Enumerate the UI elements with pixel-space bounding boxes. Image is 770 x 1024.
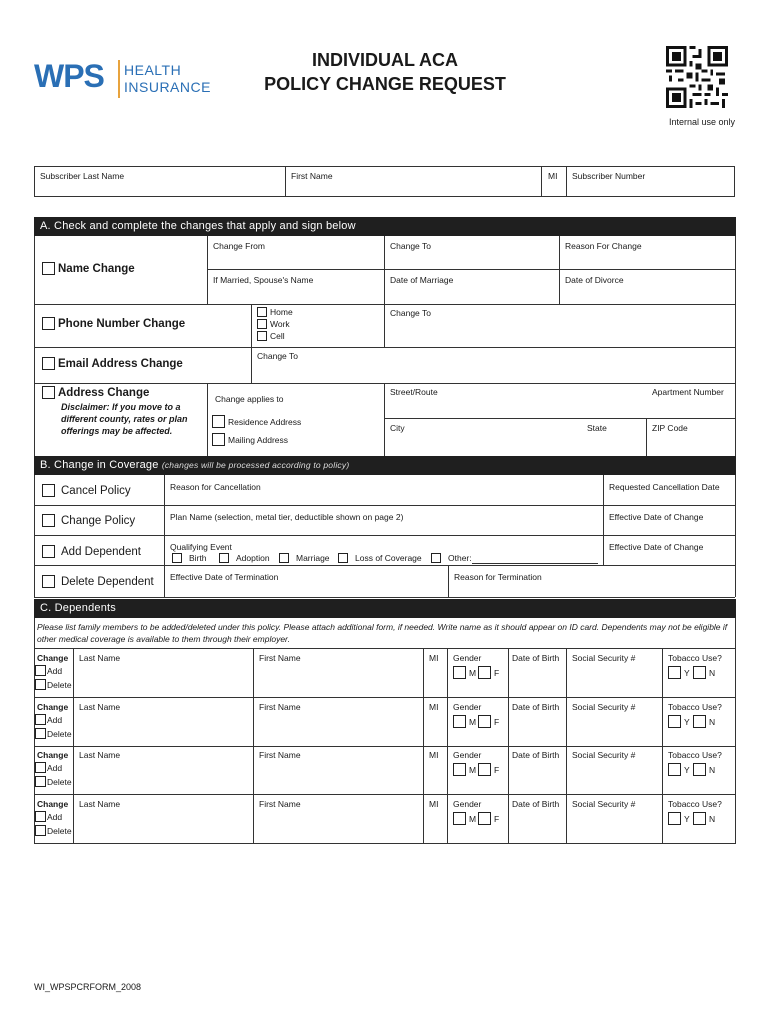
dependent-4-add-label: Add (47, 811, 63, 822)
phone-home-option[interactable] (257, 307, 293, 317)
dependent-3-gender-f-option[interactable] (478, 763, 499, 776)
phone-change-option[interactable] (42, 317, 185, 330)
dependent-3-tobacco-y-label: Y (684, 764, 690, 775)
dependent-3-tobacco-n-checkbox[interactable] (693, 763, 706, 776)
dependent-4-tobacco-n-option[interactable] (693, 812, 715, 825)
dependent-2-gender-m-label: M (469, 716, 477, 727)
dependent-1-tobacco-label: Tobacco Use? (668, 653, 722, 663)
dependent-2-first-name-field[interactable]: First Name (259, 702, 301, 712)
qe-other-option[interactable] (431, 553, 472, 563)
logo-health-text: HEALTH (124, 62, 182, 78)
address-disclaimer: Disclaimer: If you move to a different county, rates or plan offerings may be affected. (61, 402, 188, 436)
title-line-2: POLICY CHANGE REQUEST (264, 74, 506, 94)
dependent-1-mi-field[interactable]: MI (429, 653, 439, 663)
dependent-4-tobacco-label: Tobacco Use? (668, 799, 722, 809)
effective-change-label-1: Effective Date of Change (609, 512, 704, 522)
email-change-checkbox[interactable] (42, 357, 55, 370)
delete-dependent-label: Delete Dependent (61, 575, 154, 588)
internal-use-label: Internal use only (669, 117, 736, 127)
dependent-1-tobacco-n-checkbox[interactable] (693, 666, 706, 679)
dependent-4-gender-m-label: M (469, 813, 477, 824)
email-change-to-label: Change To (257, 351, 298, 361)
phone-cell-checkbox[interactable] (257, 331, 267, 341)
plan-name-label: Plan Name (selection, metal tier, deductible shown on page 2) (170, 512, 404, 522)
dependent-3-tobacco-n-option[interactable] (693, 763, 715, 776)
dependent-2-gender-f-option[interactable] (478, 715, 499, 728)
qe-birth-option[interactable] (172, 553, 206, 563)
cancel-policy-label: Cancel Policy (61, 484, 131, 497)
dependent-2-last-name-field[interactable]: Last Name (79, 702, 121, 712)
dependent-4-gender-m-option[interactable] (453, 812, 476, 825)
form-id-label: WI_WPSPCRFORM_2008 (34, 982, 142, 992)
dependent-4-tobacco-y-option[interactable] (668, 812, 690, 825)
phone-cell-option[interactable] (257, 331, 285, 341)
phone-change-to-label: Change To (390, 308, 431, 318)
mailing-address-checkbox[interactable] (212, 433, 225, 446)
section-a-title: A. Check and complete the changes that apply and sign below (40, 220, 356, 232)
dependent-3-tobacco-y-checkbox[interactable] (668, 763, 681, 776)
dependent-2-add-checkbox[interactable] (35, 714, 46, 725)
reason-for-change-label: Reason For Change (565, 241, 642, 251)
mailing-address-option[interactable] (212, 433, 288, 446)
reason-termination-label: Reason for Termination (454, 572, 542, 582)
dependent-2-add-label: Add (47, 714, 63, 725)
name-change-option[interactable] (42, 262, 135, 275)
qe-marriage-option[interactable] (279, 553, 330, 563)
dependent-1-change-label: Change (37, 653, 69, 663)
dependent-1-first-name-field[interactable]: First Name (259, 653, 301, 663)
dependent-2-delete-checkbox[interactable] (35, 728, 46, 739)
dependent-2-gender-m-checkbox[interactable] (453, 715, 466, 728)
dependent-3-delete-option[interactable] (35, 776, 72, 787)
dependent-2-tobacco-y-label: Y (684, 716, 690, 727)
change-from-label: Change From (213, 241, 265, 251)
delete-dependent-option[interactable] (42, 575, 154, 588)
dependent-3-dob-field[interactable]: Date of Birth (512, 750, 560, 760)
dependent-4-delete-option[interactable] (35, 825, 72, 836)
dependent-1-gender-m-checkbox[interactable] (453, 666, 466, 679)
qe-birth-label: Birth (189, 553, 207, 563)
section-c-header (34, 599, 736, 618)
dependent-4-delete-label: Delete (47, 825, 72, 836)
dependent-4-gender-f-option[interactable] (478, 812, 499, 825)
dependent-2-change-label: Change (37, 702, 69, 712)
dependent-4-tobacco-y-label: Y (684, 813, 690, 824)
qe-other-label: Other: (448, 553, 472, 563)
subscriber-last-name-field[interactable]: Subscriber Last Name (40, 171, 125, 181)
dependent-3-add-label: Add (47, 762, 63, 773)
name-change-label: Name Change (58, 262, 135, 275)
dependent-4-gender-m-checkbox[interactable] (453, 812, 466, 825)
mailing-address-label: Mailing Address (228, 434, 289, 445)
dependent-3-first-name-field[interactable]: First Name (259, 750, 301, 760)
qe-marriage-checkbox[interactable] (279, 553, 289, 563)
dependent-2-gender-f-label: F (494, 716, 500, 727)
logo-divider (118, 60, 120, 98)
section-b-title (40, 459, 349, 471)
subscriber-first-name-field[interactable]: First Name (291, 171, 333, 181)
dependent-1-tobacco-y-option[interactable] (668, 666, 690, 679)
dependent-1-gender-f-option[interactable] (478, 666, 499, 679)
dependent-4-first-name-field[interactable]: First Name (259, 799, 301, 809)
dependent-2-delete-option[interactable] (35, 728, 72, 739)
state-label: State (587, 423, 607, 433)
dependent-1-gender-f-checkbox[interactable] (478, 666, 491, 679)
dependent-1-add-option[interactable] (35, 665, 62, 676)
dependent-3-last-name-field[interactable]: Last Name (79, 750, 121, 760)
dependent-1-dob-field[interactable]: Date of Birth (512, 653, 560, 663)
address-change-label: Address Change (58, 386, 150, 399)
dependent-4-delete-checkbox[interactable] (35, 825, 46, 836)
dependent-2-tobacco-n-label: N (709, 716, 716, 727)
add-dependent-option[interactable] (42, 545, 141, 558)
email-change-option[interactable] (42, 357, 183, 370)
dependent-3-gender-f-label: F (494, 764, 500, 775)
dependent-1-tobacco-y-checkbox[interactable] (668, 666, 681, 679)
phone-work-option[interactable] (257, 319, 290, 329)
dependent-1-tobacco-n-label: N (709, 667, 716, 678)
dependent-1-add-checkbox[interactable] (35, 665, 46, 676)
dependent-4-gender-f-label: F (494, 813, 500, 824)
change-policy-label: Change Policy (61, 514, 136, 527)
dependent-4-dob-field[interactable]: Date of Birth (512, 799, 560, 809)
dependent-2-tobacco-n-checkbox[interactable] (693, 715, 706, 728)
dependent-4-ssn-field[interactable]: Social Security # (572, 799, 636, 809)
dependent-2-gender-f-checkbox[interactable] (478, 715, 491, 728)
qe-adoption-label: Adoption (236, 553, 270, 563)
subscriber-number-field[interactable]: Subscriber Number (572, 171, 646, 181)
name-change-checkbox[interactable] (42, 262, 55, 275)
dependent-1-tobacco-n-option[interactable] (693, 666, 715, 679)
change-policy-checkbox[interactable] (42, 514, 55, 527)
dependent-1-tobacco-y-label: Y (684, 667, 690, 678)
dependent-2-dob-field[interactable]: Date of Birth (512, 702, 560, 712)
effective-termination-label: Effective Date of Termination (170, 572, 279, 582)
dependent-3-gender-label: Gender (453, 750, 482, 760)
address-change-option[interactable] (42, 386, 149, 399)
dependent-1-gender-m-option[interactable] (453, 666, 476, 679)
add-dependent-label: Add Dependent (61, 545, 141, 558)
title-line-1: INDIVIDUAL ACA (311, 50, 458, 70)
dependent-2-delete-label: Delete (47, 728, 72, 739)
requested-cancellation-label: Requested Cancellation Date (609, 482, 720, 492)
dependent-3-gender-m-checkbox[interactable] (453, 763, 466, 776)
phone-home-checkbox[interactable] (257, 307, 267, 317)
dependent-2-mi-field[interactable]: MI (429, 702, 439, 712)
phone-work-checkbox[interactable] (257, 319, 267, 329)
dependent-4-tobacco-n-checkbox[interactable] (693, 812, 706, 825)
dependent-3-change-label: Change (37, 750, 69, 760)
section-a-header (34, 217, 736, 236)
dependent-2-add-option[interactable] (35, 714, 62, 725)
phone-cell-label: Cell (270, 331, 285, 341)
qr-code (666, 46, 728, 108)
dependent-4-gender-f-checkbox[interactable] (478, 812, 491, 825)
dependent-1-delete-label: Delete (47, 679, 72, 690)
address-change-checkbox[interactable] (42, 386, 55, 399)
dependent-3-add-option[interactable] (35, 762, 62, 773)
dependent-3-tobacco-n-label: N (709, 764, 716, 775)
dependent-3-gender-f-checkbox[interactable] (478, 763, 491, 776)
reason-cancellation-label: Reason for Cancellation (170, 482, 261, 492)
dependent-1-gender-label: Gender (453, 653, 482, 663)
dependent-1-delete-checkbox[interactable] (35, 679, 46, 690)
change-policy-option[interactable] (42, 514, 135, 527)
effective-change-label-2: Effective Date of Change (609, 542, 704, 552)
dependent-2-gender-m-option[interactable] (453, 715, 476, 728)
apartment-number-label: Apartment Number (652, 387, 724, 397)
residence-address-checkbox[interactable] (212, 415, 225, 428)
dependent-1-delete-option[interactable] (35, 679, 72, 690)
delete-dependent-checkbox[interactable] (42, 575, 55, 588)
section-b-header (34, 456, 736, 475)
dependent-2-tobacco-y-checkbox[interactable] (668, 715, 681, 728)
dependent-4-last-name-field[interactable]: Last Name (79, 799, 121, 809)
qe-birth-checkbox[interactable] (172, 553, 182, 563)
section-b-title-text: B. Change in Coverage (40, 459, 159, 471)
qe-loss-coverage-label: Loss of Coverage (355, 553, 422, 563)
subscriber-mi-field[interactable]: MI (548, 171, 558, 181)
dependent-1-last-name-field[interactable]: Last Name (79, 653, 121, 663)
qe-other-checkbox[interactable] (431, 553, 441, 563)
dependent-2-gender-label: Gender (453, 702, 482, 712)
date-of-marriage-label: Date of Marriage (390, 275, 454, 285)
dependent-4-gender-label: Gender (453, 799, 482, 809)
qe-adoption-option[interactable] (219, 553, 270, 563)
qe-other-line[interactable] (472, 563, 598, 564)
dependent-2-ssn-field[interactable]: Social Security # (572, 702, 636, 712)
spouse-name-label: If Married, Spouse's Name (213, 275, 314, 285)
dependent-1-gender-m-label: M (469, 667, 477, 678)
zip-code-label: ZIP Code (652, 423, 688, 433)
change-to-label: Change To (390, 241, 431, 251)
dependent-4-tobacco-n-label: N (709, 813, 716, 824)
phone-change-checkbox[interactable] (42, 317, 55, 330)
dependent-3-delete-label: Delete (47, 776, 72, 787)
dependent-3-mi-field[interactable]: MI (429, 750, 439, 760)
residence-address-option[interactable] (212, 415, 301, 428)
qr-code-graphic (666, 46, 728, 108)
dependent-4-add-option[interactable] (35, 811, 62, 822)
section-b-title-note: (changes will be processed according to policy) (161, 460, 350, 470)
dependent-2-tobacco-label: Tobacco Use? (668, 702, 722, 712)
phone-work-label: Work (270, 319, 290, 329)
dependent-4-tobacco-y-checkbox[interactable] (668, 812, 681, 825)
dependent-1-gender-f-label: F (494, 667, 500, 678)
qe-marriage-label: Marriage (296, 553, 330, 563)
dependent-3-ssn-field[interactable]: Social Security # (572, 750, 636, 760)
qualifying-event-label: Qualifying Event (170, 542, 232, 552)
phone-change-label: Phone Number Change (58, 317, 186, 330)
qe-loss-coverage-checkbox[interactable] (338, 553, 348, 563)
dependent-1-add-label: Add (47, 665, 63, 676)
logo-insurance-text: INSURANCE (124, 79, 211, 95)
residence-address-label: Residence Address (228, 416, 302, 427)
cancel-policy-option[interactable] (42, 484, 131, 497)
dependent-4-change-label: Change (37, 799, 69, 809)
change-applies-to-label: Change applies to (215, 394, 284, 404)
dependents-instructions: Please list family members to be added/deleted under this policy. Please attach additional form, if needed. Write name as it should appear on ID card. Dependents may not be eligible if other medical coverage is available to them through their employer. (37, 622, 728, 644)
qe-adoption-checkbox[interactable] (219, 553, 229, 563)
cancel-policy-checkbox[interactable] (42, 484, 55, 497)
logo-wps-text: WPS (34, 58, 104, 94)
page-title (240, 48, 530, 96)
dependent-3-gender-m-label: M (469, 764, 477, 775)
dependent-2-tobacco-n-option[interactable] (693, 715, 715, 728)
wps-logo (34, 58, 214, 102)
dependent-4-add-checkbox[interactable] (35, 811, 46, 822)
dependent-2-tobacco-y-option[interactable] (668, 715, 690, 728)
city-label: City (390, 423, 405, 433)
dependent-3-gender-m-option[interactable] (453, 763, 476, 776)
phone-home-label: Home (270, 307, 293, 317)
street-route-label: Street/Route (390, 387, 438, 397)
dependent-1-ssn-field[interactable]: Social Security # (572, 653, 636, 663)
qe-loss-coverage-option[interactable] (338, 553, 422, 563)
dependent-3-delete-checkbox[interactable] (35, 776, 46, 787)
section-c-title: C. Dependents (40, 602, 116, 614)
dependent-3-tobacco-y-option[interactable] (668, 763, 690, 776)
dependent-3-tobacco-label: Tobacco Use? (668, 750, 722, 760)
email-change-label: Email Address Change (58, 357, 183, 370)
date-of-divorce-label: Date of Divorce (565, 275, 624, 285)
add-dependent-checkbox[interactable] (42, 545, 55, 558)
dependent-4-mi-field[interactable]: MI (429, 799, 439, 809)
dependent-3-add-checkbox[interactable] (35, 762, 46, 773)
